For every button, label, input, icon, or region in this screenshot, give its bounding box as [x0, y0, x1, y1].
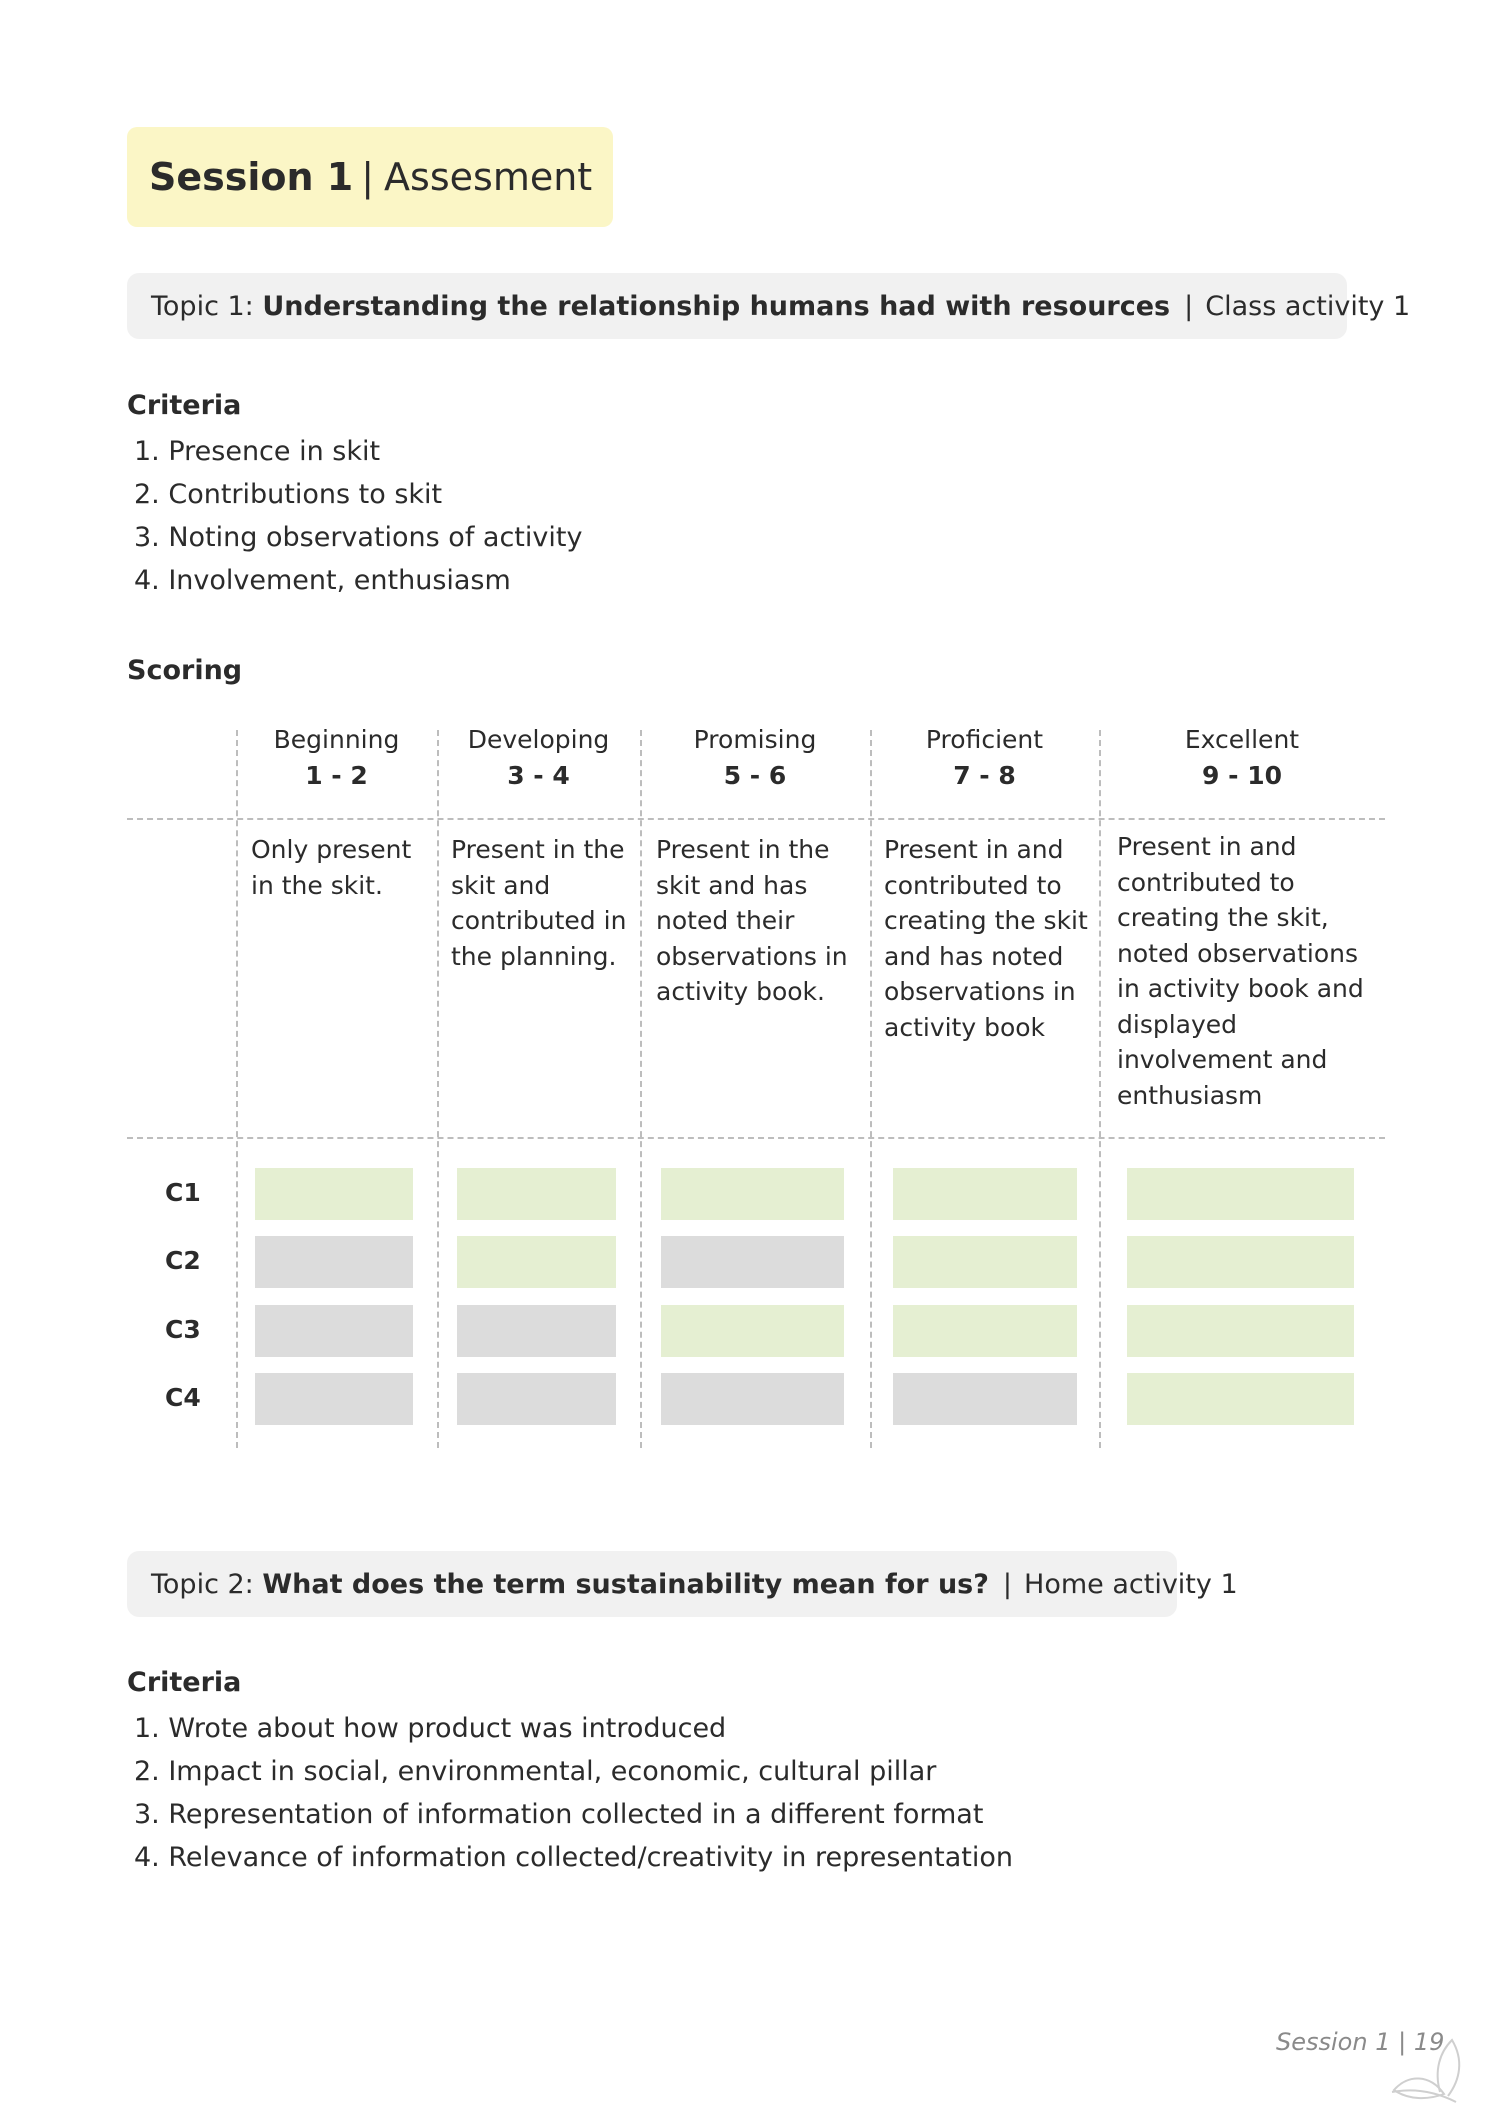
criteria2-list: [134, 1707, 1013, 1879]
level-range: 7 - 8: [953, 761, 1016, 790]
level-name: Promising: [693, 725, 817, 754]
topic2-activity: Home activity 1: [1024, 1568, 1238, 1600]
topic2-separator: |: [1002, 1568, 1013, 1600]
score-cell: [457, 1168, 616, 1220]
criteria-item: 4. Relevance of information collected/creativity in representation: [134, 1842, 1014, 1873]
score-cell: [661, 1373, 844, 1425]
score-cell: [1127, 1373, 1354, 1425]
leaf-icon: [1384, 2030, 1464, 2110]
score-cell: [457, 1236, 616, 1288]
topic2-bar: [127, 1551, 1238, 1617]
level-range: 9 - 10: [1202, 761, 1282, 790]
criterion-row-label: C1: [165, 1178, 201, 1207]
topic1-title: Understanding the relationship humans had with resources: [262, 290, 1171, 322]
criteria-item: 1. Wrote about how product was introduced: [134, 1713, 727, 1744]
level-description: Present in and contributed to creating the skit, noted observations in activity book and displayed involvement and enthusiasm: [1117, 832, 1364, 1110]
level-header: [437, 722, 640, 794]
topic1-activity: Class activity 1: [1205, 290, 1411, 322]
level-name: Developing: [467, 725, 610, 754]
criteria-item: 3. Representation of information collected in a different format: [134, 1799, 984, 1830]
score-cell: [255, 1236, 413, 1288]
footer-session: Session 1: [1276, 2028, 1391, 2056]
topic1-separator: |: [1184, 290, 1194, 322]
score-cell: [893, 1373, 1077, 1425]
level-name: Proficient: [925, 725, 1044, 754]
criterion-row-label: C2: [165, 1246, 201, 1275]
column-divider: [640, 730, 642, 1448]
level-header: [1099, 722, 1385, 794]
level-description: Present in and contributed to creating the skit and has noted observations in activity book: [884, 835, 1088, 1042]
level-header: [870, 722, 1099, 794]
session-title-separator: |: [361, 155, 375, 199]
header-divider: [127, 818, 1385, 820]
level-name: Excellent: [1184, 725, 1300, 754]
level-description: Only present in the skit.: [251, 835, 412, 900]
level-range: 5 - 6: [723, 761, 787, 790]
criteria-item: 2. Contributions to skit: [134, 479, 443, 510]
score-cell: [893, 1168, 1077, 1220]
criterion-row-label: C4: [165, 1383, 201, 1412]
score-cell: [457, 1373, 616, 1425]
score-cell: [457, 1305, 616, 1357]
level-name: Beginning: [273, 725, 400, 754]
criteria-item: 2. Impact in social, environmental, economic, cultural pillar: [134, 1756, 937, 1787]
score-cell: [661, 1236, 844, 1288]
column-divider: [870, 730, 872, 1448]
score-cell: [893, 1305, 1077, 1357]
column-divider: [437, 730, 439, 1448]
level-description: Present in the skit and contributed in the planning.: [451, 835, 627, 971]
footer-separator: |: [1398, 2028, 1407, 2056]
criteria-item: 1. Presence in skit: [134, 436, 381, 467]
level-range: 1 - 2: [305, 761, 368, 790]
session-title-bold: Session 1: [149, 155, 354, 199]
score-cell: [661, 1168, 844, 1220]
score-cell: [255, 1305, 413, 1357]
topic1-prefix: Topic 1:: [151, 290, 254, 322]
session-title-rest: Assesment: [384, 155, 593, 199]
level-header: [236, 722, 437, 794]
criterion-row-label: C3: [165, 1315, 201, 1344]
criteria2-heading: Criteria: [127, 1667, 242, 1698]
criteria1-list: [134, 430, 582, 602]
criteria-item: 3. Noting observations of activity: [134, 522, 583, 553]
scoring-heading: Scoring: [127, 655, 243, 686]
topic2-prefix: Topic 2:: [151, 1568, 254, 1600]
score-cell: [661, 1305, 844, 1357]
topic2-title: What does the term sustainability mean for us?: [262, 1568, 989, 1600]
column-divider: [236, 730, 238, 1448]
description-divider: [127, 1137, 1385, 1139]
score-cell: [1127, 1236, 1354, 1288]
column-divider: [1099, 730, 1101, 1448]
criteria-item: 4. Involvement, enthusiasm: [134, 565, 511, 596]
page-number: 19: [1413, 2028, 1445, 2056]
topic1-bar: [127, 273, 1411, 339]
score-cell: [255, 1373, 413, 1425]
criteria1-heading: Criteria: [127, 390, 242, 421]
score-cell: [1127, 1305, 1354, 1357]
session-title: [127, 127, 613, 227]
level-header: [640, 722, 870, 794]
score-cell: [255, 1168, 413, 1220]
score-cell: [1127, 1168, 1354, 1220]
score-cell: [893, 1236, 1077, 1288]
level-description: Present in the skit and has noted their observations in activity book.: [656, 835, 848, 1006]
level-range: 3 - 4: [507, 761, 570, 790]
